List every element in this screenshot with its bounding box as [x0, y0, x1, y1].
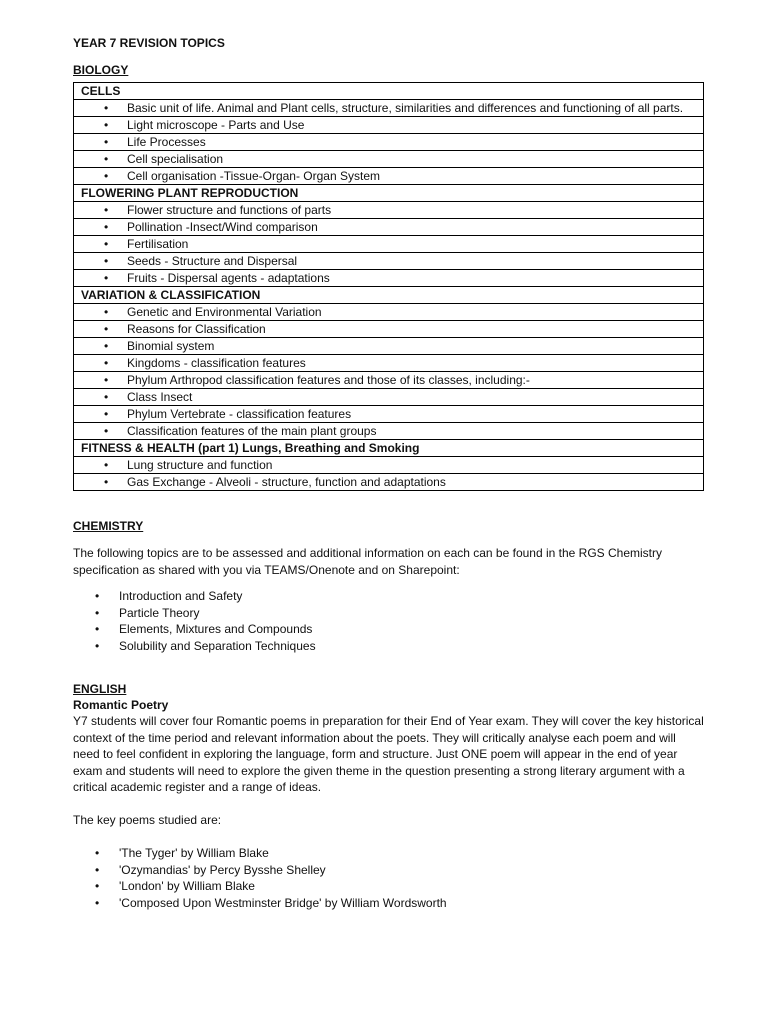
topic-text: Basic unit of life. Animal and Plant cells, structure, similarities and differences and functioning of all parts.	[127, 101, 684, 115]
topic-cell	[74, 372, 704, 389]
list-item-text: 'Composed Upon Westminster Bridge' by William Wordsworth	[119, 895, 447, 910]
poem-item	[73, 895, 705, 912]
list-item-text: Solubility and Separation Techniques	[119, 638, 316, 653]
topic-text: Fertilisation	[127, 237, 189, 251]
topic-cell	[74, 134, 704, 151]
poem-item	[73, 862, 705, 879]
topic-row	[74, 151, 704, 168]
bullet-icon: •	[104, 373, 109, 387]
topic-row	[74, 219, 704, 236]
chemistry-topic	[73, 588, 705, 605]
topic-cell	[74, 270, 704, 287]
bullet-icon: •	[104, 356, 109, 370]
topic-text: Light microscope - Parts and Use	[127, 118, 305, 132]
list-item-text: 'The Tyger' by William Blake	[119, 846, 269, 860]
list-item-text: 'London' by William Blake	[119, 879, 255, 893]
bullet-icon: •	[104, 390, 109, 404]
topic-row	[74, 423, 704, 440]
topic-text: Phylum Vertebrate - classification features	[127, 407, 352, 421]
topic-row	[74, 457, 704, 474]
topic-row	[74, 100, 704, 117]
bullet-icon: •	[104, 475, 109, 489]
bullet-icon: •	[95, 605, 100, 620]
topic-text: Kingdoms - classification features	[127, 356, 306, 370]
bullet-icon: •	[104, 458, 109, 472]
list-item-text: Elements, Mixtures and Compounds	[119, 622, 313, 636]
list-item-text: 'Ozymandias' by Percy Bysshe Shelley	[119, 862, 326, 877]
topic-cell	[74, 321, 704, 338]
topic-text: Genetic and Environmental Variation	[127, 305, 322, 319]
bullet-icon: •	[104, 203, 109, 217]
bullet-icon: •	[104, 339, 109, 353]
topic-row	[74, 202, 704, 219]
topic-cell	[74, 168, 704, 185]
topic-row	[74, 321, 704, 338]
bullet-icon: •	[104, 220, 109, 234]
biology-table-body	[74, 83, 704, 491]
chemistry-topic	[73, 605, 705, 622]
topic-cell	[74, 100, 704, 117]
topic-row	[74, 253, 704, 270]
topic-row	[74, 406, 704, 423]
topic-cell	[74, 338, 704, 355]
bullet-icon: •	[104, 322, 109, 336]
document-page	[73, 34, 705, 911]
section-title: CELLS	[74, 83, 704, 100]
topic-text: Seeds - Structure and Dispersal	[127, 254, 298, 268]
section-header-row	[74, 287, 704, 304]
topic-row	[74, 338, 704, 355]
bullet-icon: •	[104, 407, 109, 421]
topic-cell	[74, 457, 704, 474]
topic-cell	[74, 219, 704, 236]
section-header-row	[74, 440, 704, 457]
bullet-icon: •	[104, 271, 109, 285]
bullet-icon: •	[104, 118, 109, 132]
topic-cell	[74, 423, 704, 440]
topic-cell	[74, 389, 704, 406]
bullet-icon: •	[104, 169, 109, 183]
topic-row	[74, 270, 704, 287]
topic-row	[74, 372, 704, 389]
section-header-row	[74, 83, 704, 100]
topic-text: Gas Exchange - Alveoli - structure, function and adaptations	[127, 475, 446, 489]
section-title: FITNESS & HEALTH (part 1) Lungs, Breathing and Smoking	[74, 440, 704, 457]
bullet-icon: •	[95, 895, 100, 910]
topic-text: Pollination -Insect/Wind comparison	[127, 220, 318, 234]
bullet-icon: •	[104, 424, 109, 438]
topic-row	[74, 304, 704, 321]
topic-row	[74, 236, 704, 253]
topic-cell	[74, 253, 704, 270]
bullet-icon: •	[104, 135, 109, 149]
topic-text: Phylum Arthropod classification features and those of its classes, including:-	[127, 373, 530, 387]
poem-item	[73, 845, 705, 862]
topic-row	[74, 168, 704, 185]
biology-topics-table	[73, 82, 704, 491]
chemistry-heading: CHEMISTRY	[73, 519, 144, 533]
chemistry-topic-list	[73, 588, 705, 654]
poem-item	[73, 878, 705, 895]
topic-text: Classification features of the main plant groups	[127, 424, 377, 438]
topic-cell	[74, 117, 704, 134]
bullet-icon: •	[95, 862, 100, 877]
english-paragraph: Y7 students will cover four Romantic poems in preparation for their End of Year exam. They will cover the key historical context of the time period and relevant information about the poets. They will critically analyse each poem and will need to feel confident in exploring the language, form and structure. Just ONE poem will appear in the end of year exam and students will need to explore the given theme in the question presenting a strong literary argument with a critical academic register and a range of ideas.	[73, 714, 704, 794]
bullet-icon: •	[104, 152, 109, 166]
poem-list	[73, 845, 705, 911]
topic-cell	[74, 151, 704, 168]
topic-text: Life Processes	[127, 135, 206, 149]
topic-text: Cell specialisation	[127, 152, 224, 166]
section-header-row	[74, 185, 704, 202]
bullet-icon: •	[95, 589, 100, 603]
bullet-icon: •	[104, 305, 109, 319]
topic-cell	[74, 355, 704, 372]
bullet-icon: •	[95, 846, 100, 860]
topic-text: Fruits - Dispersal agents - adaptations	[127, 271, 330, 285]
bullet-icon: •	[104, 101, 109, 115]
english-heading: ENGLISH	[73, 682, 127, 696]
topic-text: Cell organisation -Tissue-Organ- Organ System	[127, 169, 380, 183]
topic-text: Flower structure and functions of parts	[127, 203, 332, 217]
bullet-icon: •	[95, 638, 100, 653]
topic-row	[74, 389, 704, 406]
topic-row	[74, 134, 704, 151]
page-title: YEAR 7 REVISION TOPICS	[73, 36, 225, 50]
topic-row	[74, 117, 704, 134]
chemistry-topic	[73, 621, 705, 638]
list-item-text: Particle Theory	[119, 605, 200, 620]
bullet-icon: •	[95, 622, 100, 636]
poems-intro: The key poems studied are:	[73, 812, 222, 827]
topic-cell	[74, 304, 704, 321]
topic-row	[74, 355, 704, 372]
topic-text: Binomial system	[127, 339, 215, 353]
chemistry-topic	[73, 638, 705, 655]
section-title: VARIATION & CLASSIFICATION	[74, 287, 704, 304]
list-item-text: Introduction and Safety	[119, 589, 243, 603]
english-subheading: Romantic Poetry	[73, 698, 169, 712]
topic-cell	[74, 202, 704, 219]
topic-text: Class Insect	[127, 390, 193, 404]
bullet-icon: •	[104, 237, 109, 251]
topic-text: Reasons for Classification	[127, 322, 266, 336]
bullet-icon: •	[95, 879, 100, 893]
topic-row	[74, 474, 704, 491]
bullet-icon: •	[104, 254, 109, 268]
section-title: FLOWERING PLANT REPRODUCTION	[74, 185, 704, 202]
topic-cell	[74, 406, 704, 423]
chemistry-intro: The following topics are to be assessed and additional information on each can be found in the RGS Chemistry specification as shared with you via TEAMS/Onenote and on Sharepoint:	[73, 546, 663, 577]
topic-cell	[74, 236, 704, 253]
topic-text: Lung structure and function	[127, 458, 273, 472]
topic-cell	[74, 474, 704, 491]
biology-heading: BIOLOGY	[73, 63, 129, 77]
